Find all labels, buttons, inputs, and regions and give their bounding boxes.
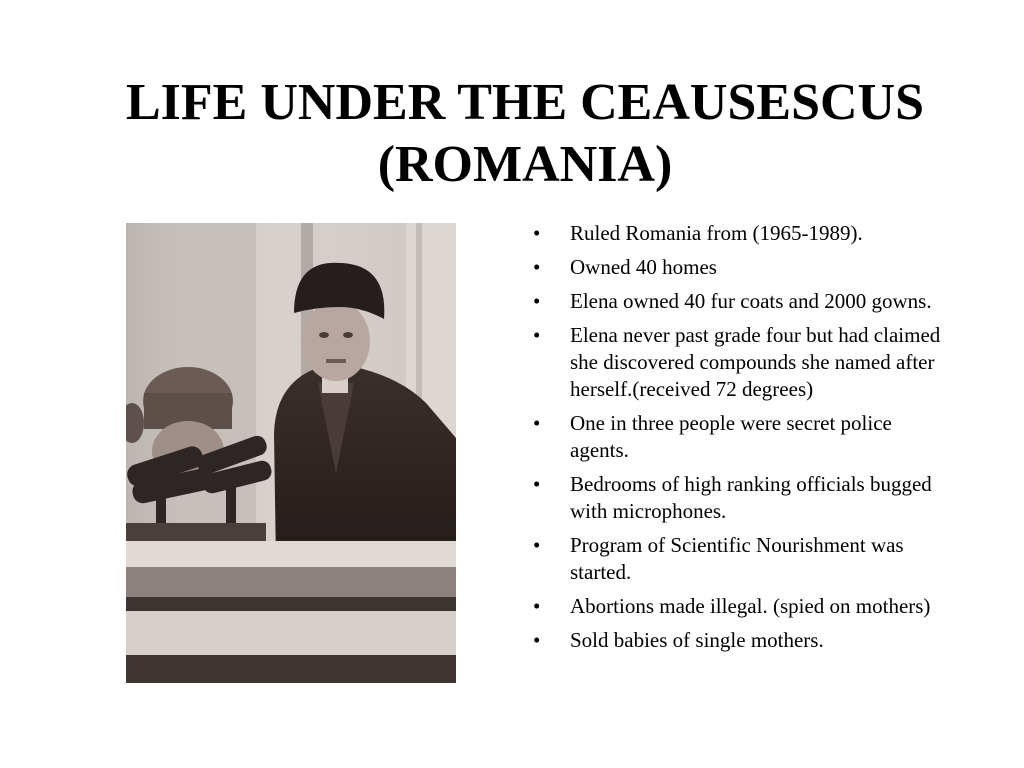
bullet-marker: • [533,221,541,245]
bullet-item [533,410,953,464]
bullet-text: Bedrooms of high ranking officials bugged with microphones. [570,472,932,523]
bullet-text: Program of Scientific Nourishment was started. [570,533,904,584]
bullet-item [533,471,953,525]
bullet-text: Ruled Romania from (1965-1989). [570,221,863,245]
bullet-list [533,220,953,661]
bullet-marker: • [533,255,541,279]
slide-title [40,72,1010,196]
bullet-text: One in three people were secret police agents. [570,411,892,462]
bullet-text: Owned 40 homes [570,255,717,279]
historical-photo [126,223,456,683]
bullet-marker: • [533,628,541,652]
bullet-item [533,627,953,654]
bullet-marker: • [533,533,541,557]
bullet-item [533,532,953,586]
title-line-1: LIFE UNDER THE CEAUSESCUS [125,74,925,131]
bullet-text: Sold babies of single mothers. [570,628,824,652]
bullet-marker: • [533,472,541,496]
bullet-text: Elena never past grade four but had claimed she discovered compounds she named after herself.(received 72 degrees) [570,323,941,401]
bullet-marker: • [533,323,541,347]
bullet-item [533,322,953,403]
bullet-item [533,220,953,247]
bullet-item [533,593,953,620]
bullet-marker: • [533,289,541,313]
bullet-item [533,254,953,281]
bullet-item [533,288,953,315]
bullet-text: Elena owned 40 fur coats and 2000 gowns. [570,289,932,313]
bullet-text: Abortions made illegal. (spied on mothers) [570,594,931,618]
title-line-2: (ROMANIA) [377,136,673,193]
bullet-marker: • [533,594,541,618]
bullet-marker: • [533,411,541,435]
